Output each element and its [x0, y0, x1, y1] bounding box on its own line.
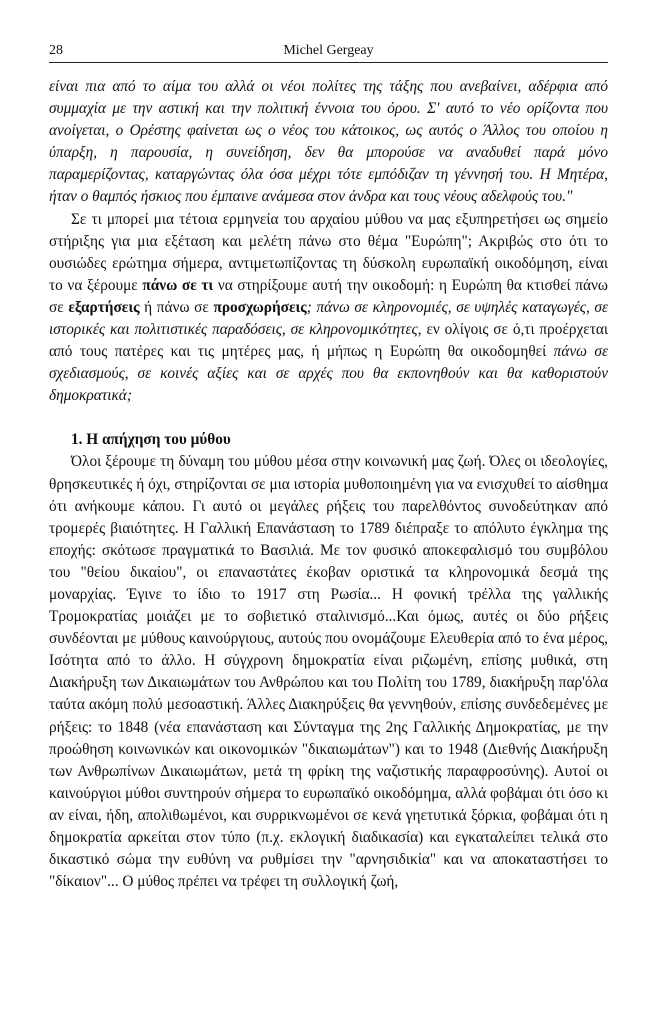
- text-run: να στηρίξουμε αυτή την οικοδομή: η Ευρώπη θα κτισθεί πάνω σε: [49, 276, 608, 316]
- page-header: [49, 42, 608, 63]
- section-paragraph: Όλοι ξέρουμε τη δύναμη του μύθου μέσα στην κοινωνική μας ζωή. Όλες οι ιδεολογίες, θρησκευτικές ή όχι, στηρίζονται σε μια ιστορία μυθοποιημένη για να ενισχυθεί το αίσθημα ότι ανήκουμε κάπου. Γι αυτό οι μεγάλες ρήξεις του παρελθόντος συνοδεύτηκαν από τρομερές βιαιότητες. Η Γαλλική Επανάσταση το 1789 διέπραξε το απόλυτο έγκλημα της εποχής: σκότωσε πραγματικά το Βασιλιά. Με τον φυσικό αποκεφαλισμό του συμβόλου του "θείου δικαίου", οι επαναστάτες έκοβαν οριστικά τα κληρονομικά δεσμά της μοναρχίας. Έγινε το ίδιο το 1917 στη Ρωσία... Η φονική τρέλλα της γαλλικής Τρομοκρατίας μοιάζει με το σοβιετικό σταλινισμό...Και όμως, αυτές οι δύο ρήξεις συνδέονται με μύθους καινούργιους, αυτούς που ονομάζουμε Ελευθερία από το ένα μέρος, Ισότητα από το άλλο. Η σύγχρονη δημοκρατία είναι ριζωμένη, επίσης μυθικά, στη Διακήρυξη των Δικαιωμάτων του Ανθρώπου και του Πολίτη του 1789, διακήρυξη παρ'όλα ταύτα ακόμη πολύ μεσοαστική. Άλλες Διακηρύξεις θα γεννηθούν, επίσης συνδεδεμένες με ρήξεις: το 1848 (νέα επανάσταση και Σύνταγμα της 2ης Γαλλικής Δημοκρατίας, με την προώθηση κοινωνικών και οικονομικών "δικαιωμάτων") και το 1948 (Διεθνής Διακήρυξη των Ανθρωπίνων Δικαιωμάτων, μετά τη φρίκη της ναζιστικής παραφροσύνης). Αυτοί οι καινούργιοι μύθοι συντηρούν σήμερα το ευρωπαϊκό οικοδόμημα, αλλά φοβάμαι ότι όσο κι αν είναι, ήδη, απολιθωμένοι, και συρρικνωμένοι σε κενά γηετυτικά ξόρκια, φοβάμαι ότι η δημοκρατία αρκείται στον τύπο (π.χ. εκλογική διαδικασία) και εγκαταλείπει τελικά στο δικαστικό σώμα την ευθύνη να ρυθμίσει την "αρνησιδικία" και να αποκαταστήσει το "δίκαιον"... Ο μύθος πρέπει να τρέφει τη συλλογική ζωή,: [49, 453, 608, 891]
- running-head: Michel Gergeay: [283, 43, 374, 58]
- italic-phrase: πάνω σε σχεδιασμούς, σε κοινές αξίες και σε αρχές που θα εκπονηθούν και θα καθοριστούν δημοκρατικά;: [49, 343, 608, 405]
- bold-phrase: πάνω σε τι: [142, 276, 214, 294]
- page-body: [49, 76, 608, 893]
- text-run: ή πάνω σε: [139, 298, 214, 316]
- section-gap: [49, 407, 608, 429]
- quote-paragraph: είναι πια από το αίμα του αλλά οι νέοι πολίτες της τάξης που ανεβαίνει, αδέρφια από συμμαχία με την αστική και την πολιτική έννοια του όρου. Σ' αυτό το νέο ορίζοντα που ανοίγεται, ο Ορέστης φαίνεται ως ο νέος του κάτοικος, ως αυτός ο Άλλος του οποίου η ύπαρξη, η παρουσία, η συνείδηση, δεν θα μπορούσε να αναδυθεί παρά μόνο παραμερίζοντας, καταργώντας όλα όσα μέχρι τότε εμπόδιζαν τη γέννησή του. Η Μητέρα, ήταν ο θαμπός ήσκιος που έμπαινε ανάμεσα στον άνδρα και τους νέους αδελφούς του.": [49, 78, 608, 206]
- italic-phrase: ; πάνω σε κληρονομιές, σε υψηλές καταγωγές, σε ιστορικές και πολιτιστικές παραδόσεις, σε κληρονομικότητες: [49, 298, 609, 339]
- page-number: 28: [49, 43, 63, 58]
- body-paragraph: [49, 209, 608, 408]
- text-run: Σε τι μπορεί μια τέτοια ερμηνεία του αρχαίου μύθου να μας εξυπηρετήσει ως σημείο στήριξης για μια εξέταση και μελέτη πάνω στο θέμα "Ευρώπη"; Ακριβώς στο ότι το ουσιώδες ερώτημα σήμερα, αντιμετωπίζοντας τη δύσκολη ευρωπαϊκή οικοδόμηση, είναι το να ξέρουμε: [49, 210, 608, 294]
- text-run: , εν ολίγοις σε ό,τι προέρχεται από τους πατέρες και τις μητέρες μας, ή μήπως η Ευρώπη θα οικοδομηθεί: [49, 321, 608, 361]
- bold-phrase: εξαρτήσεις: [68, 298, 140, 316]
- section-heading: 1. Η απήχηση του μύθου: [71, 431, 231, 449]
- bold-phrase: προσχωρήσεις: [213, 298, 307, 316]
